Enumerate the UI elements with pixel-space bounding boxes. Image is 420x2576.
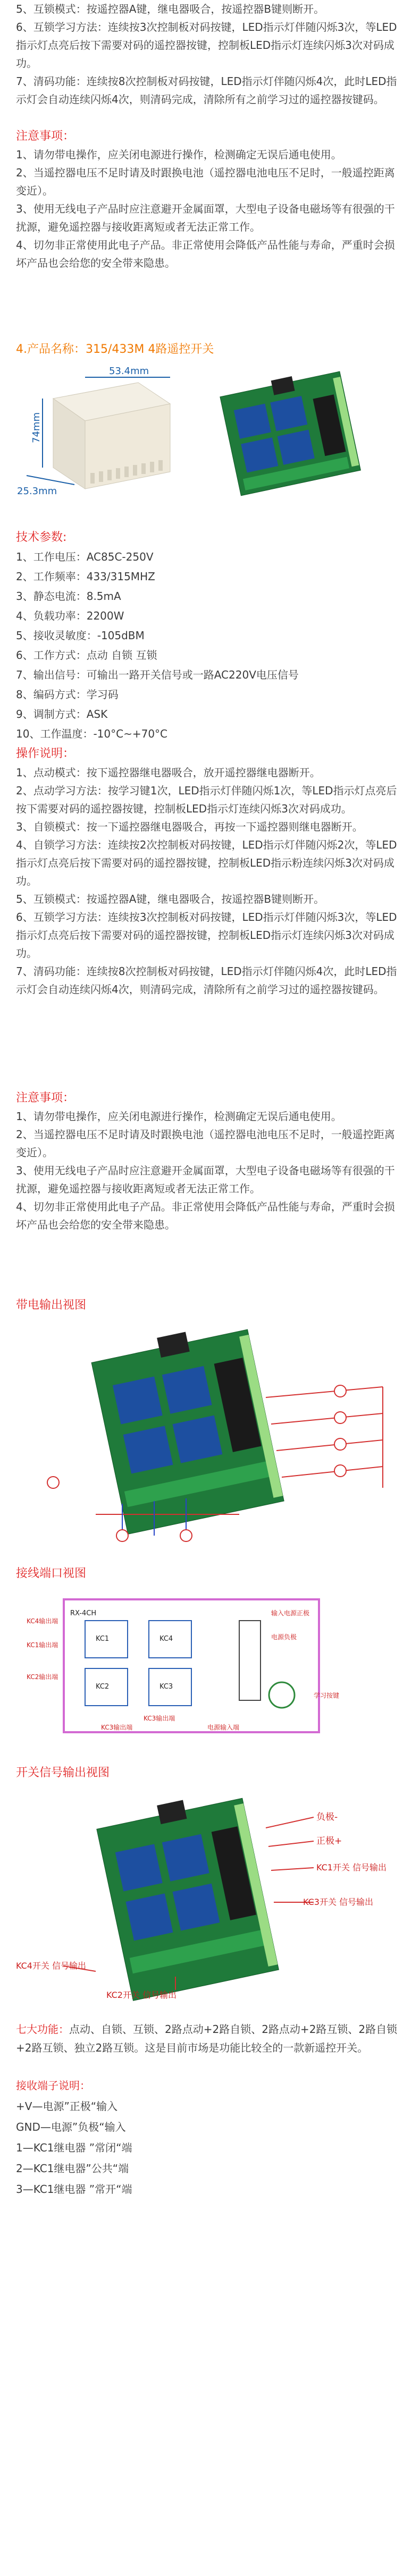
signal-kc1: KC1开关 信号输出 xyxy=(316,1862,387,1872)
terminal-item: +V—电源”正极“输入 xyxy=(16,2100,118,2113)
notice-list xyxy=(16,1107,404,1234)
functions-lead: 七大功能： xyxy=(16,2023,69,2036)
dim-width: 53.4mm xyxy=(109,366,149,377)
top-instructions xyxy=(16,0,404,108)
port-label-kc1: KC1 xyxy=(96,1635,110,1643)
terminal-item: 1—KC1继电器 ”常闭“端 xyxy=(16,2141,132,2154)
notice-item: 2、当遥控器电压不足时请及时跟换电池（遥控器电池电压不足时，一般遥控距离变近）。 xyxy=(16,166,395,197)
signal-kc3: KC3开关 信号输出 xyxy=(303,1897,374,1907)
specs-list xyxy=(16,547,404,744)
operation-list xyxy=(16,764,404,998)
port-label-kc2: KC2 xyxy=(96,1683,110,1691)
specs-title: 技术参数: xyxy=(16,531,67,544)
notice-list xyxy=(16,146,404,272)
notice-title: 注意事项： xyxy=(16,130,75,143)
operation-item: 2、点动学习方法：按学习键1次，LED指示灯伴随闪烁1次，等LED指示灯点亮后按下需要对码的遥控器按键，控制板LED指示灯连续闪烁3次对码成功。 xyxy=(16,784,397,815)
wiring-title: 带电输出视图 xyxy=(16,1299,87,1312)
spec-item: 10、工作温度：-10°C~+70°C xyxy=(16,727,168,740)
spec-item: 2、工作频率：433/315MHZ xyxy=(16,570,155,583)
product-photo xyxy=(16,361,404,499)
port-label-kc4: KC4 xyxy=(159,1635,173,1643)
notice-item: 4、切勿非正常使用此电子产品。非正常使用会降低产品性能与寿命，严重时会损坏产品也会给您的安全带来隐患。 xyxy=(16,239,395,269)
signal-kc4: KC4开关 信号输出 xyxy=(16,1961,87,1971)
wiring-diagram xyxy=(16,1323,404,1552)
terminal-item: GND—电源”负极“输入 xyxy=(16,2121,126,2133)
port-learn-key: 学习按键 xyxy=(314,1692,340,1699)
spec-item: 5、接收灵敏度：-105dBM xyxy=(16,629,145,642)
spec-item: 6、工作方式：点动 自锁 互锁 xyxy=(16,649,157,662)
terminal-title: 接收端子说明： xyxy=(16,2079,90,2092)
operation-item: 4、自锁学习方法：连续按2次控制板对码按键，LED指示灯伴随闪烁2次，等LED指示灯点亮后按下需要对码的遥控器按键，控制板LED指示粉连续闪烁3次对码成功。 xyxy=(16,838,397,887)
terminal-item: 3—KC1继电器 ”常开“端 xyxy=(16,2183,132,2196)
functions-block xyxy=(16,2020,404,2057)
dim-height: 74mm xyxy=(31,412,42,443)
top-line: 5、互锁模式：按遥控器A键，继电器吸合，按遥控器B键则断开。 xyxy=(16,3,325,15)
operation-item: 6、互锁学习方法：连续按3次控制板对码按键，LED指示灯伴随闪烁3次，等LED指示灯点亮后按下需要对码的遥控器按键，控制板LED指示灯连续闪烁3次对码成功。 xyxy=(16,911,397,960)
operation-item: 5、互锁模式：按遥控器A键，继电器吸合，按遥控器B键则断开。 xyxy=(16,893,325,905)
notice-item: 4、切勿非正常使用此电子产品。非正常使用会降低产品性能与寿命，严重时会损坏产品也会给您的安全带来隐患。 xyxy=(16,1200,395,1231)
dim-depth: 25.3mm xyxy=(17,486,57,497)
functions-text: 点动、自锁、互锁、2路点动+2路自锁、2路点动+2路互锁、2路自锁+2路互锁、独立2路互锁。这是目前市场是功能比较全的一款新遥控开关。 xyxy=(16,2023,398,2054)
port-kc4-out: KC4输出端 xyxy=(27,1617,58,1625)
terminal-item: 2—KC1继电器”公共“端 xyxy=(16,2162,129,2175)
port-kc3-out: KC3输出端 xyxy=(144,1715,175,1722)
notice-item: 2、当遥控器电压不足时请及时跟换电池（遥控器电池电压不足时，一般遥控距离变近）。 xyxy=(16,1128,395,1159)
signal-diagram xyxy=(16,1791,404,2003)
signal-kc2: KC2开关 信号输出 xyxy=(106,1990,177,2000)
top-line: 7、清码功能：连续按8次控制板对码按键，LED指示灯伴随闪烁4次，此时LED指示灯会自动连续闪烁4次，则清码完成，清除所有之前学习过的遥控器按键码。 xyxy=(16,75,397,106)
operation-item: 3、自锁模式：按一下遥控器继电器吸合，再按一下遥控器则继电器断开。 xyxy=(16,820,363,833)
notice-title: 注意事项： xyxy=(16,1091,75,1105)
spec-item: 4、负载功率：2200W xyxy=(16,609,124,622)
product-heading: 4.产品名称：315/433M 4路遥控开关 xyxy=(16,343,214,356)
spec-item: 3、静态电流：8.5mA xyxy=(16,590,121,603)
notice-item: 3、使用无线电子产品时应注意避开金属面罩，大型电子设备电磁场等有很强的干扰源，避免遥控器与接收距离短或者无法正常工作。 xyxy=(16,1164,395,1195)
notice-item: 1、请勿带电操作，应关闭电源进行操作，检测确定无误后通电使用。 xyxy=(16,1110,342,1123)
spec-item: 1、工作电压：AC85C-250V xyxy=(16,550,154,563)
top-line: 6、互锁学习方法：连续按3次控制板对码按键，LED指示灯伴随闪烁3次，等LED指示灯点亮后按下需要对码的遥控器按键，控制板LED指示灯连续闪烁3次对码成功。 xyxy=(16,21,397,70)
port-label-kc3: KC3 xyxy=(159,1683,173,1691)
operation-item: 1、点动模式：按下遥控器继电器吸合，放开遥控器继电器断开。 xyxy=(16,766,321,779)
notice-item: 1、请勿带电操作，应关闭电源进行操作，检测确定无误后通电使用。 xyxy=(16,148,342,161)
spec-item: 8、编码方式：学习码 xyxy=(16,688,119,701)
signal-positive: 正极+ xyxy=(316,1836,342,1846)
port-label-rx: RX-4CH xyxy=(70,1609,97,1617)
operation-title: 操作说明： xyxy=(16,747,75,760)
spec-item: 7、输出信号：可输出一路开关信号或一路AC220V电压信号 xyxy=(16,668,299,681)
spec-item: 9、调制方式：ASK xyxy=(16,708,108,721)
port-kc2-out: KC2输出端 xyxy=(27,1673,58,1681)
operation-item: 7、清码功能：连续按8次控制板对码按键，LED指示灯伴随闪烁4次，此时LED指示灯会自动连续闪烁4次，则清码完成，清除所有之前学习过的遥控器按键码。 xyxy=(16,965,397,996)
terminal-list xyxy=(16,2096,404,2200)
port-power-input: 电源输入端 xyxy=(207,1724,240,1731)
port-kc1-out: KC1输出端 xyxy=(27,1641,58,1649)
port-power-pos: 输入电源正极 xyxy=(271,1609,310,1617)
pcb-board xyxy=(219,366,361,495)
port-kc3-out-bottom: KC3输出端 xyxy=(101,1724,133,1731)
notice-item: 3、使用无线电子产品时应注意避开金属面罩，大型电子设备电磁场等有很强的干扰源，避免遥控器与接收距离短或者无法正常工作。 xyxy=(16,202,395,233)
port-diagram xyxy=(16,1589,404,1743)
port-power-neg: 电源负极 xyxy=(271,1633,297,1641)
signal-title: 开关信号输出视图 xyxy=(16,1766,110,1780)
signal-negative: 负极- xyxy=(316,1812,338,1823)
port-title: 接线端口视图 xyxy=(16,1567,87,1580)
